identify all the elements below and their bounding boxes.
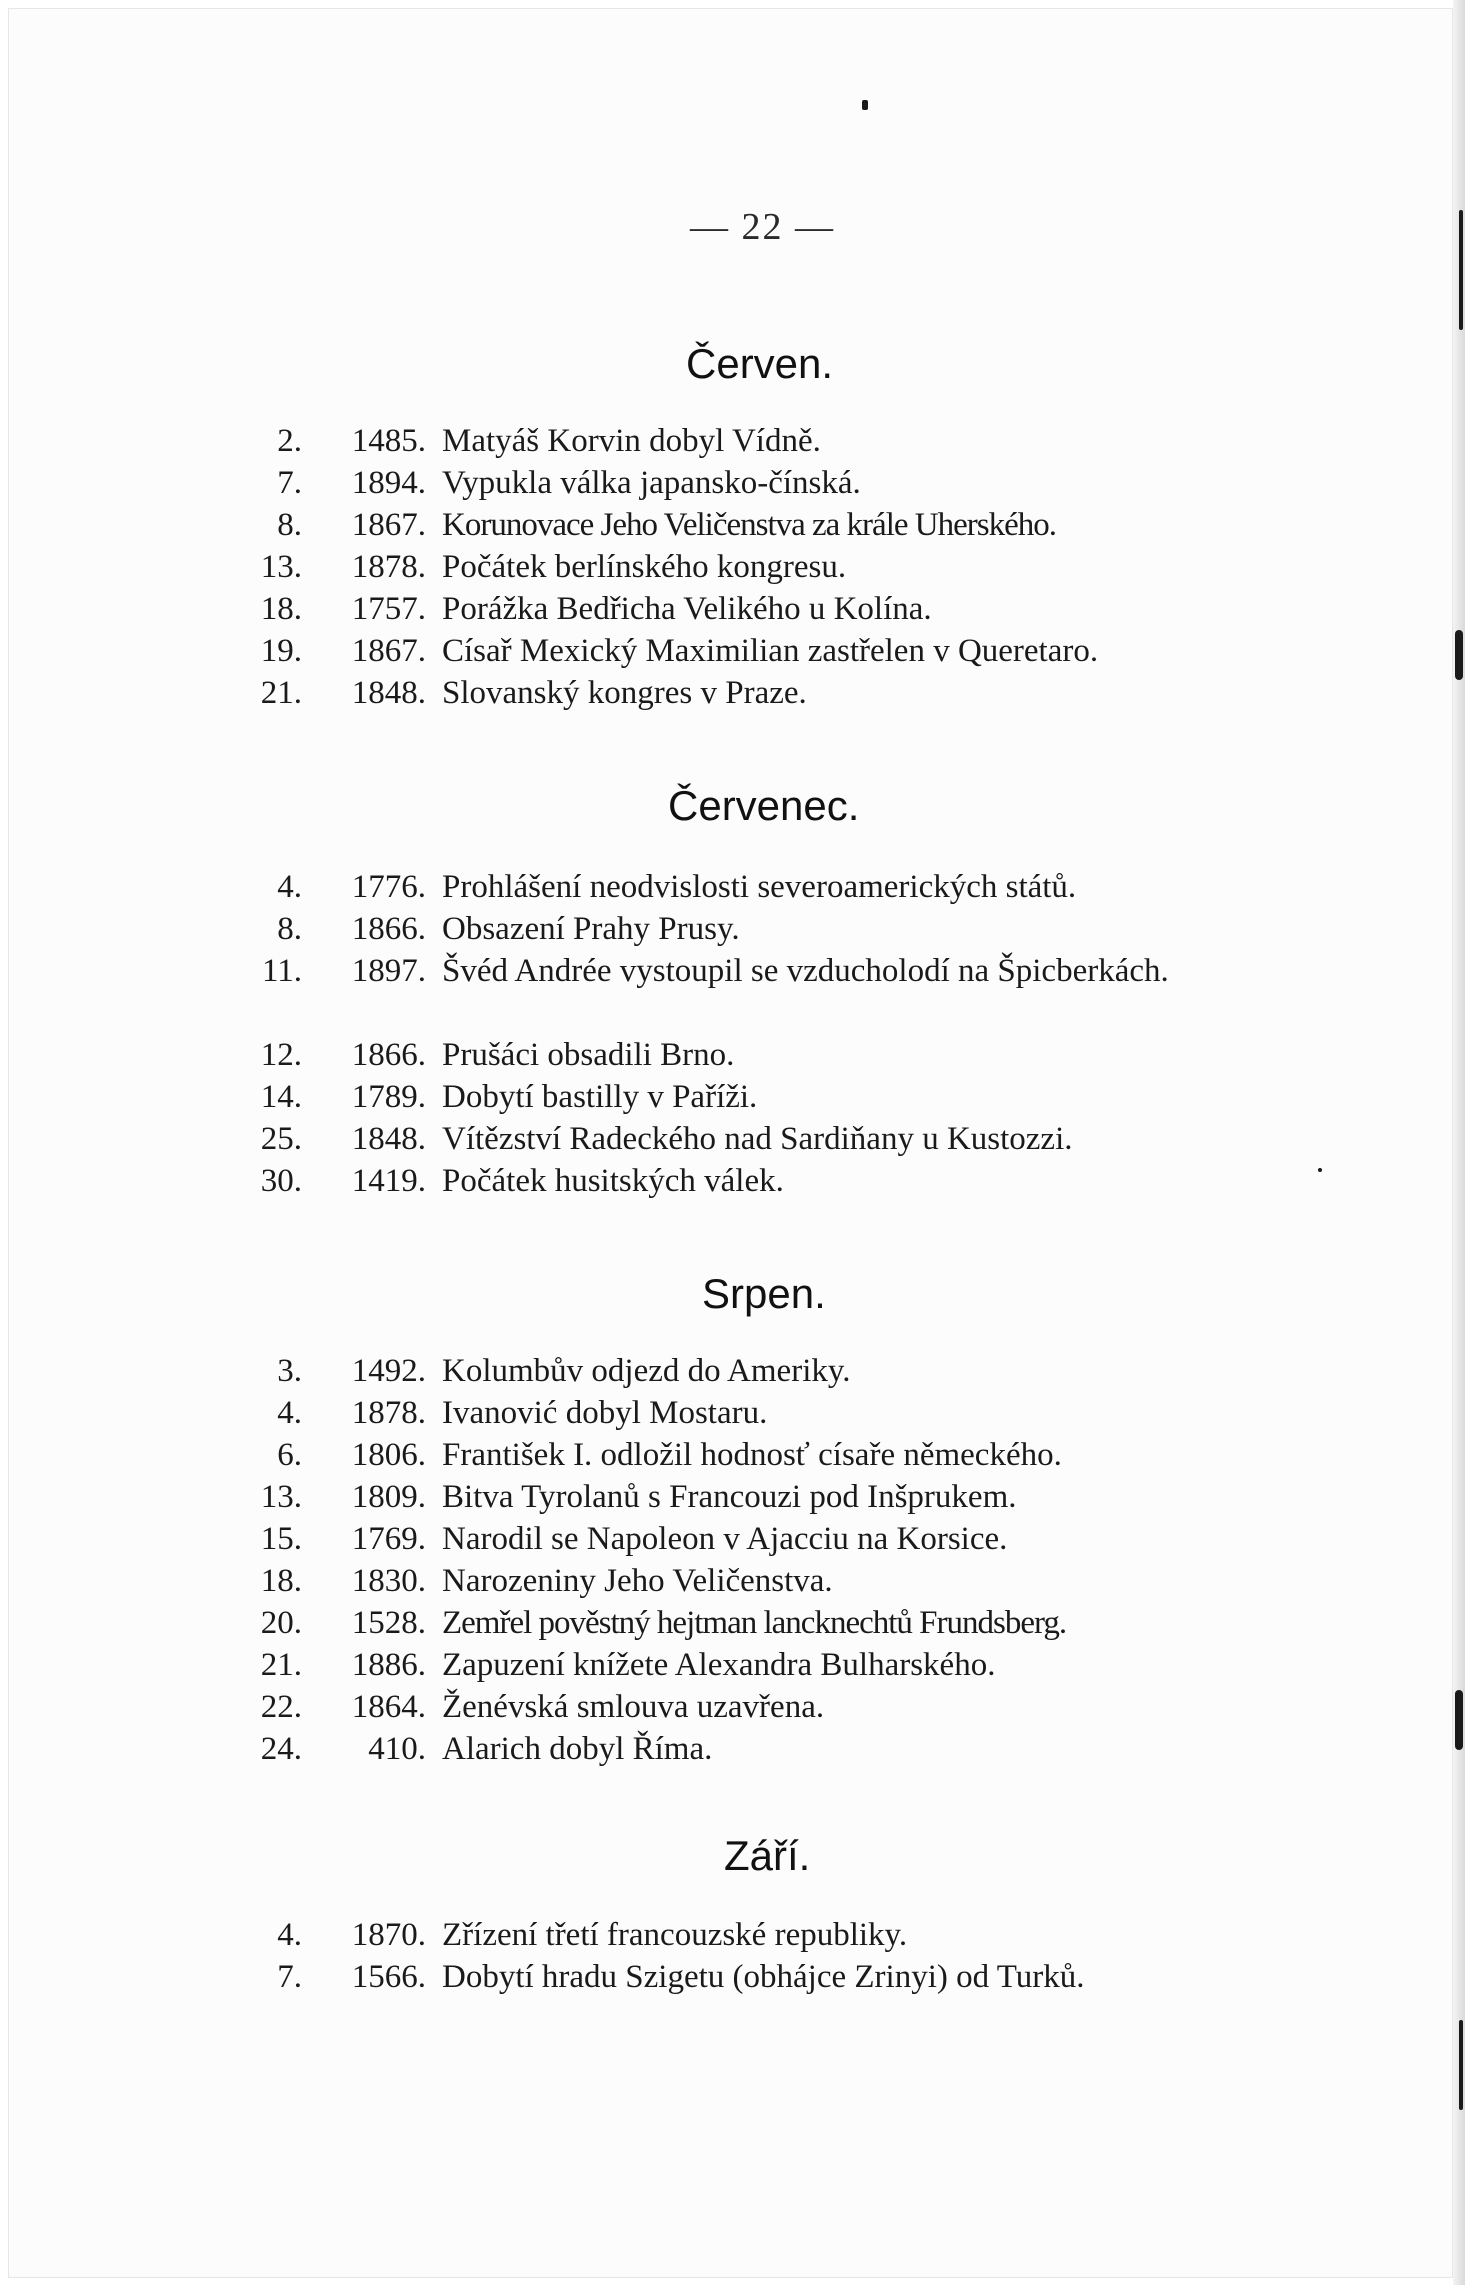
entry-text: Alarich dobyl Říma. (442, 1731, 713, 1767)
entry-text: Zřízení třetí francouzské republiky. (442, 1917, 908, 1953)
list-item (0, 866, 1300, 908)
entry-day: 14. (260, 1079, 302, 1115)
entry-day: 4. (277, 869, 302, 905)
entry-year: 1776. (351, 869, 426, 905)
entry-day: 4. (277, 1917, 302, 1953)
edge-mark (1455, 630, 1463, 680)
entry-day: 6. (277, 1437, 302, 1473)
entry-text: Narozeniny Jeho Veličenstva. (442, 1563, 833, 1599)
entry-year: 1528. (351, 1605, 426, 1641)
entry-text: Ivanović dobyl Mostaru. (442, 1395, 768, 1431)
page-number: — 22 — (690, 206, 835, 248)
entry-year: 1867. (351, 507, 426, 543)
list-item (0, 1956, 1300, 1998)
stray-mark (862, 100, 868, 110)
entry-day: 18. (260, 1563, 302, 1599)
entry-year: 1878. (351, 1395, 426, 1431)
month-heading-cervenec: Červenec. (668, 782, 860, 829)
list-item (0, 1644, 1300, 1686)
entry-text: Zemřel pověstný hejtman lancknechtů Frundsberg. (442, 1605, 1067, 1641)
list-item (0, 504, 1300, 546)
entry-day: 7. (277, 465, 302, 501)
entry-year: 1864. (351, 1689, 426, 1725)
entry-text: Porážka Bedřicha Velikého u Kolína. (442, 591, 932, 627)
edge-mark (1459, 2020, 1463, 2110)
entry-day: 13. (260, 549, 302, 585)
list-item (0, 1914, 1300, 1956)
entry-year: 1789. (351, 1079, 426, 1115)
entry-text: Bitva Tyrolanů s Francouzi pod Inšprukem. (442, 1479, 1017, 1515)
list-item (0, 1434, 1300, 1476)
entry-year: 1566. (351, 1959, 426, 1995)
entry-text: Vítězství Radeckého nad Sardiňany u Kustozzi. (442, 1121, 1073, 1157)
list-item (0, 1560, 1300, 1602)
entry-day: 22. (260, 1689, 302, 1725)
list-item (0, 1728, 1300, 1770)
list-item (0, 1392, 1300, 1434)
list-item (0, 1476, 1300, 1518)
entry-day: 11. (261, 953, 302, 989)
page-right-edge (1453, 0, 1465, 2285)
entry-year: 1492. (351, 1353, 426, 1389)
entry-day: 4. (277, 1395, 302, 1431)
entry-day: 25. (260, 1121, 302, 1157)
list-item (0, 420, 1300, 462)
entry-day: 12. (260, 1037, 302, 1073)
entry-year: 1870. (351, 1917, 426, 1953)
list-item (0, 950, 1300, 1034)
entry-year: 1867. (351, 633, 426, 669)
entry-list-zari (0, 1914, 1300, 1998)
list-item (0, 462, 1300, 504)
list-item (0, 546, 1300, 588)
entry-year: 1866. (351, 1037, 426, 1073)
entry-text: Ženévská smlouva uzavřena. (442, 1689, 825, 1725)
entry-text: Matyáš Korvin dobyl Vídně. (442, 423, 821, 459)
entry-text: Dobytí hradu Szigetu (obhájce Zrinyi) od Turků. (442, 1959, 1085, 1995)
entry-text: Korunovace Jeho Veličenstva za krále Uherského. (442, 507, 1056, 543)
entry-text: Prušáci obsadili Brno. (442, 1037, 735, 1073)
entry-day: 15. (260, 1521, 302, 1557)
entry-day: 8. (277, 507, 302, 543)
entry-text: Slovanský kongres v Praze. (442, 675, 807, 711)
list-item (0, 1076, 1300, 1118)
entry-text: Švéd Andrée vystoupil se vzducholodí na Špicberkách. (442, 953, 1169, 989)
entry-day: 3. (277, 1353, 302, 1389)
entry-text: Kolumbův odjezd do Ameriky. (442, 1353, 851, 1389)
entry-year: 1866. (351, 911, 426, 947)
entry-list-srpen (0, 1350, 1300, 1770)
list-item (0, 630, 1300, 672)
entry-text: Počátek berlínského kongresu. (442, 549, 847, 585)
entry-text: Dobytí bastilly v Paříži. (442, 1079, 758, 1115)
month-heading-zari: Září. (724, 1832, 811, 1879)
list-item (0, 1034, 1300, 1076)
entry-list-cervenec (0, 866, 1300, 1202)
entry-year: 1757. (351, 591, 426, 627)
list-item (0, 1602, 1300, 1644)
list-item (0, 1518, 1300, 1560)
entry-text: Prohlášení neodvislosti severoamerických států. (442, 869, 1077, 905)
entry-day: 21. (260, 1647, 302, 1683)
entry-year: 1806. (351, 1437, 426, 1473)
entry-day: 19. (260, 633, 302, 669)
entry-year: 1894. (351, 465, 426, 501)
list-item (0, 588, 1300, 630)
month-heading-cerven: Červen. (686, 340, 834, 387)
entry-year: 1848. (351, 1121, 426, 1157)
entry-day: 20. (260, 1605, 302, 1641)
month-heading-srpen: Srpen. (702, 1270, 826, 1317)
entry-year: 1830. (351, 1563, 426, 1599)
entry-day: 13. (260, 1479, 302, 1515)
entry-day: 21. (260, 675, 302, 711)
entry-day: 24. (260, 1731, 302, 1767)
entry-day: 8. (277, 911, 302, 947)
entry-year: 1419. (351, 1163, 426, 1199)
list-item (0, 1350, 1300, 1392)
entry-day: 18. (260, 591, 302, 627)
entry-text: Obsazení Prahy Prusy. (442, 911, 740, 947)
entry-year: 1886. (351, 1647, 426, 1683)
entry-text: Narodil se Napoleon v Ajacciu na Korsice. (442, 1521, 1008, 1557)
entry-year: 410. (368, 1731, 426, 1767)
entry-text: František I. odložil hodnosť císaře německého. (442, 1437, 1062, 1473)
entry-year: 1848. (351, 675, 426, 711)
entry-year: 1878. (351, 549, 426, 585)
list-item (0, 908, 1300, 950)
entry-list-cerven (0, 420, 1300, 714)
stray-mark (1318, 1168, 1322, 1172)
entry-year: 1809. (351, 1479, 426, 1515)
entry-year: 1769. (351, 1521, 426, 1557)
list-item (0, 672, 1300, 714)
entry-day: 30. (260, 1163, 302, 1199)
entry-day: 2. (277, 423, 302, 459)
entry-year: 1485. (351, 423, 426, 459)
entry-text: Počátek husitských válek. (442, 1163, 784, 1199)
entry-text: Vypukla válka japansko-čínská. (442, 465, 861, 501)
list-item (0, 1686, 1300, 1728)
edge-mark (1455, 1690, 1463, 1750)
entry-text: Císař Mexický Maximilian zastřelen v Queretaro. (442, 633, 1099, 669)
entry-year: 1897. (351, 953, 426, 989)
list-item (0, 1160, 1300, 1202)
entry-day: 7. (277, 1959, 302, 1995)
entry-text: Zapuzení knížete Alexandra Bulharského. (442, 1647, 996, 1683)
list-item (0, 1118, 1300, 1160)
